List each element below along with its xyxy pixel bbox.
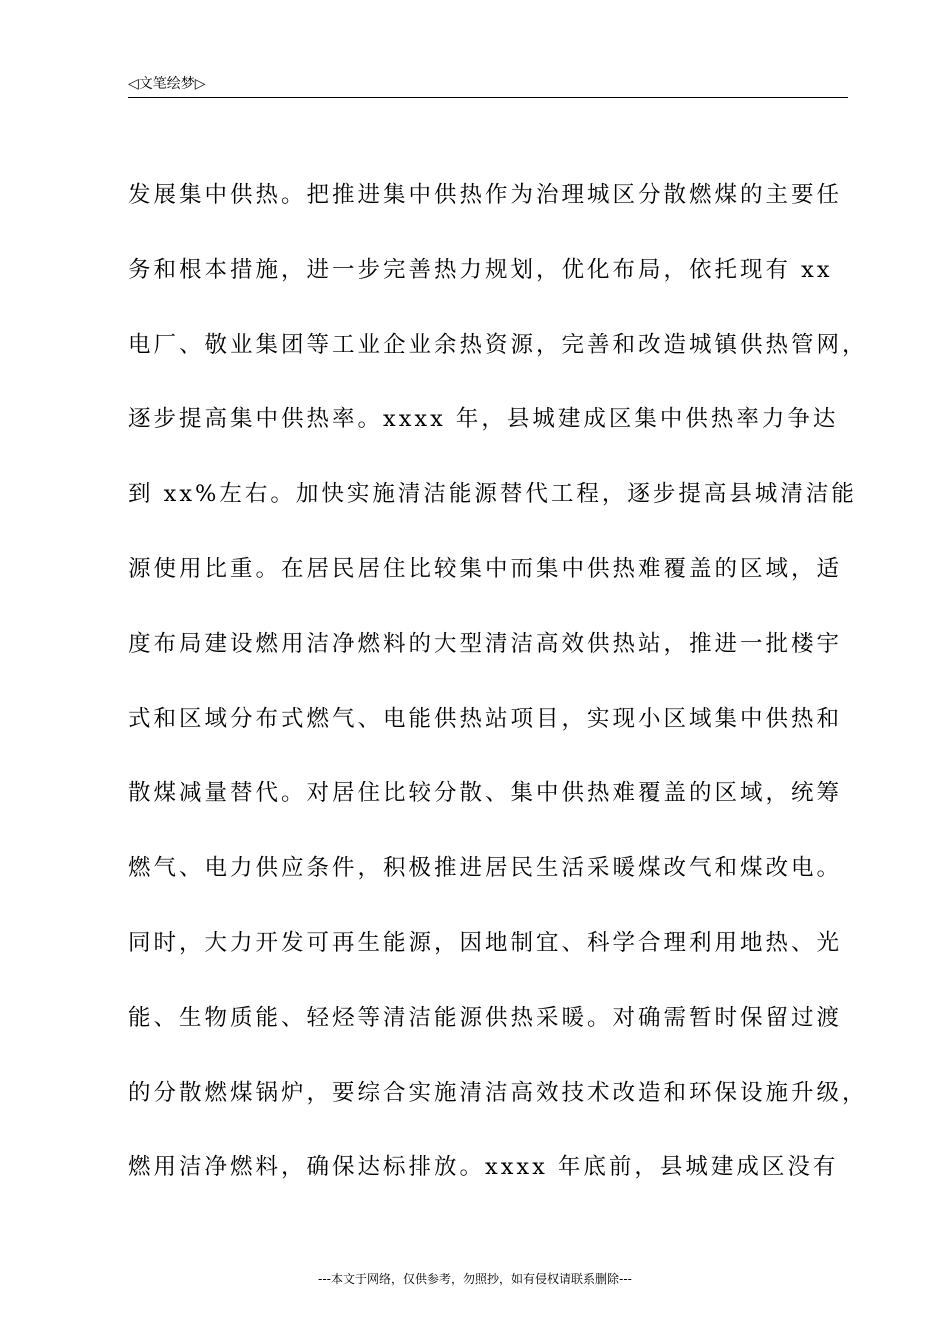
text-line: 发展集中供热。把推进集中供热作为治理城区分散燃煤的主要任: [128, 182, 843, 208]
text-line: 式和区域分布式燃气、电能供热站项目，实现小区域集中供热和: [128, 705, 843, 732]
text-line: 务和根本措施，进一步完善热力规划，优化布局，依托现有 xx: [128, 256, 833, 283]
header-label: ◁文笔绘梦▷: [128, 76, 206, 92]
text-line: 燃用洁净燃料，确保达标排放。xxxx 年底前，县城建成区没有: [128, 1154, 839, 1181]
text-line: 源使用比重。在居民居住比较集中而集中供热难覆盖的区域，适: [128, 555, 843, 582]
page-header: [128, 74, 848, 98]
body-text: [128, 176, 868, 1223]
text-line: 逐步提高集中供热率。xxxx 年，县城建成区集中供热率力争达: [128, 406, 839, 433]
text-line: 度布局建设燃用洁净燃料的大型清洁高效供热站，推进一批楼宇: [128, 630, 843, 657]
text-line: 电厂、敬业集团等工业企业余热资源，完善和改造城镇供热管网，: [128, 331, 868, 358]
header-rule: [128, 97, 848, 98]
text-line: 同时，大力开发可再生能源，因地制宜、科学合理利用地热、光: [128, 929, 843, 956]
text-line: 到 xx%左右。加快实施清洁能源替代工程，逐步提高县城清洁能: [128, 481, 857, 508]
page-footer: ---本文于网络，仅供参考，勿照抄，如有侵权请联系删除---: [318, 1272, 632, 1286]
text-line: 燃气、电力供应条件，积极推进居民生活采暖煤改气和煤改电。: [128, 855, 843, 882]
text-line: 的分散燃煤锅炉，要综合实施清洁高效技术改造和环保设施升级，: [128, 1079, 868, 1106]
text-line: 能、生物质能、轻烃等清洁能源供热采暖。对确需暂时保留过渡: [128, 1004, 843, 1031]
text-line: 散煤减量替代。对居住比较分散、集中供热难覆盖的区域，统筹: [128, 780, 843, 807]
